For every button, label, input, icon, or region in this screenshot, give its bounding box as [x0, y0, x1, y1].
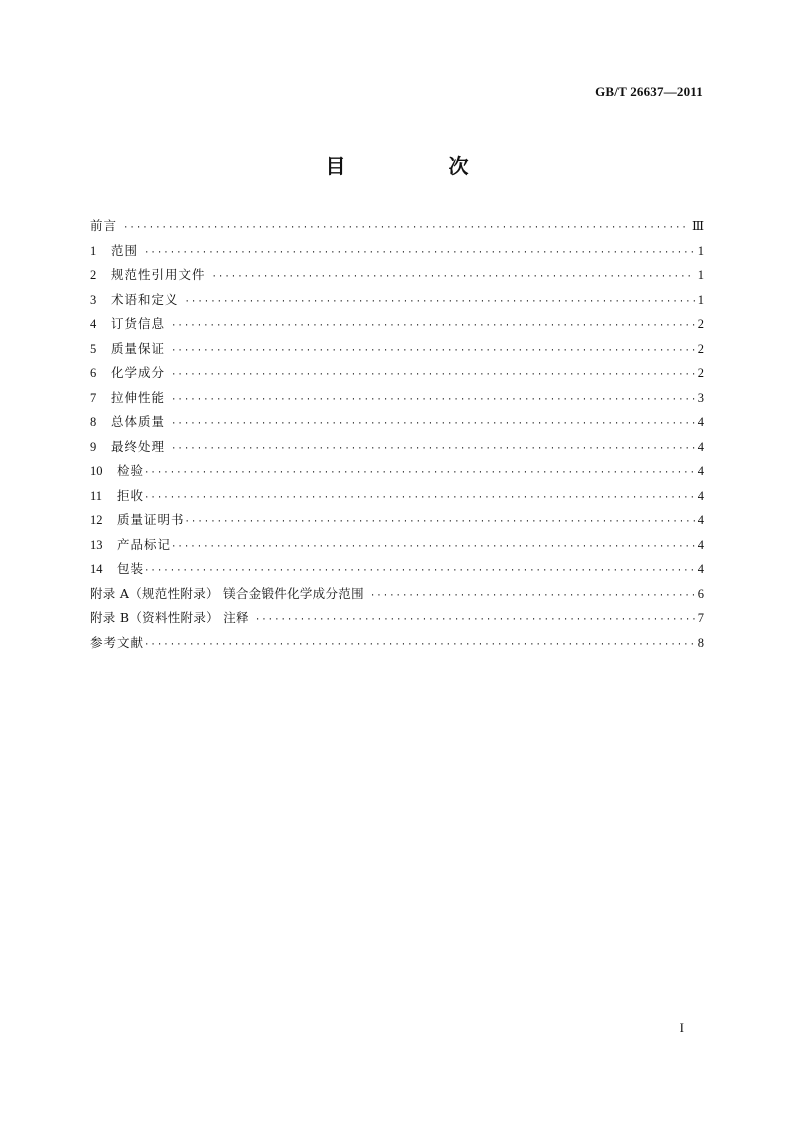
toc-entry-page: 4: [697, 537, 704, 552]
toc-entry-number: 9: [90, 439, 97, 454]
toc-entry-tensile-properties[interactable]: [90, 388, 704, 413]
toc-entry-label: 附录 A（规范性附录） 镁合金锻件化学成分范围: [90, 585, 364, 601]
toc-entry-number: 3: [90, 292, 97, 307]
toc-entry-packaging[interactable]: [90, 559, 704, 584]
toc-entry-label: 拒收: [117, 487, 145, 503]
toc-entry-label: 包装: [117, 561, 145, 576]
toc-leader-dots: [171, 395, 695, 405]
toc-entry-quality-certificate[interactable]: [90, 510, 704, 535]
toc-entry-label: 化学成分: [111, 365, 166, 380]
document-code: GB/T 26637—2011: [595, 84, 703, 99]
toc-entry-general-quality[interactable]: [90, 412, 704, 437]
toc-entry-number: 1: [90, 243, 97, 258]
toc-entry-label: 拉伸性能: [111, 389, 166, 405]
toc-entry-final-treatment[interactable]: [90, 437, 704, 462]
toc-leader-dots: [171, 419, 695, 429]
toc-entry-label: 范围: [111, 242, 139, 258]
toc-entry-page: 4: [697, 464, 704, 478]
toc-entry-number: 11: [90, 488, 103, 503]
toc-entry-quality-assurance[interactable]: [90, 339, 704, 364]
toc-entry-page: 1: [697, 292, 704, 307]
toc-leader-dots: [144, 493, 695, 503]
toc-entry-page: 4: [697, 488, 704, 503]
toc-entry-number: 13: [90, 537, 103, 552]
toc-entry-label: 总体质量: [111, 414, 166, 429]
toc-entry-appendix-b[interactable]: [90, 608, 704, 633]
toc-entry-label: 产品标记: [117, 536, 172, 552]
toc-entry-label: 术语和定义: [111, 291, 179, 307]
toc-entry-inspection[interactable]: [90, 461, 704, 486]
toc-entry-number: 10: [90, 464, 103, 478]
toc-entry-label: 参考文献: [90, 634, 145, 650]
toc-title: 目 次: [325, 154, 517, 178]
toc-entry-label: 订货信息: [111, 316, 166, 331]
toc-entry-label: 规范性引用文件: [111, 267, 206, 282]
toc-entry-label: 质量保证: [111, 340, 166, 356]
toc-entry-rejection[interactable]: [90, 486, 704, 511]
toc-leader-dots: [171, 346, 695, 356]
toc-leader-dots: [171, 370, 695, 380]
toc-leader-dots: [144, 468, 695, 478]
toc-entry-normative-references[interactable]: [90, 265, 704, 290]
toc-entry-page: 2: [697, 317, 704, 331]
toc-entry-label: 前言: [90, 218, 118, 233]
toc-entry-references[interactable]: [90, 633, 704, 658]
toc-leader-dots: [144, 566, 695, 576]
toc-entry-label: 最终处理: [111, 438, 166, 454]
toc-leader-dots: [255, 615, 695, 625]
toc-leader-dots: [185, 517, 695, 527]
toc-leader-dots: [144, 248, 695, 258]
toc-entry-page: 1: [697, 268, 704, 282]
page-number: I: [679, 1020, 684, 1035]
toc-entry-ordering-info[interactable]: [90, 314, 704, 339]
toc-leader-dots: [171, 321, 695, 331]
toc-leader-dots: [171, 542, 695, 552]
toc-entry-number: 7: [90, 390, 97, 405]
toc-entry-number: 5: [90, 341, 97, 356]
toc-entry-number: 4: [90, 317, 97, 331]
toc-entry-number: 6: [90, 366, 97, 380]
toc-entry-page: 8: [697, 635, 704, 650]
toc-leader-dots: [123, 223, 689, 233]
toc-entry-page: 1: [697, 243, 704, 258]
toc-entry-terms-definitions[interactable]: [90, 290, 704, 315]
toc-entry-page: 4: [697, 562, 704, 576]
table-of-contents: [90, 216, 704, 657]
toc-entry-page: 6: [697, 586, 704, 601]
toc-entry-page: 7: [697, 611, 704, 625]
toc-entry-page: 2: [697, 366, 704, 380]
toc-entry-product-marking[interactable]: [90, 535, 704, 560]
toc-entry-label: 附录 B（资料性附录） 注释: [90, 610, 249, 625]
toc-entry-label: 检验: [117, 463, 145, 478]
toc-entry-number: 8: [90, 415, 97, 429]
toc-entry-page: 4: [697, 513, 704, 527]
toc-entry-number: 14: [90, 562, 103, 576]
toc-entry-page: 4: [697, 415, 704, 429]
toc-entry-label: 质量证明书: [117, 512, 185, 527]
toc-entry-foreword[interactable]: [90, 216, 704, 241]
toc-entry-scope[interactable]: [90, 241, 704, 266]
toc-entry-number: 12: [90, 513, 103, 527]
toc-leader-dots: [144, 640, 695, 650]
toc-entry-number: 2: [90, 268, 97, 282]
toc-entry-appendix-a[interactable]: [90, 584, 704, 609]
toc-leader-dots: [212, 272, 695, 282]
toc-entry-page: 3: [697, 390, 704, 405]
toc-entry-page: 4: [697, 439, 704, 454]
toc-leader-dots: [185, 297, 695, 307]
toc-entry-page: Ⅲ: [691, 219, 704, 233]
toc-leader-dots: [171, 444, 695, 454]
toc-entry-page: 2: [697, 341, 704, 356]
toc-entry-chemical-composition[interactable]: [90, 363, 704, 388]
toc-leader-dots: [370, 591, 695, 601]
